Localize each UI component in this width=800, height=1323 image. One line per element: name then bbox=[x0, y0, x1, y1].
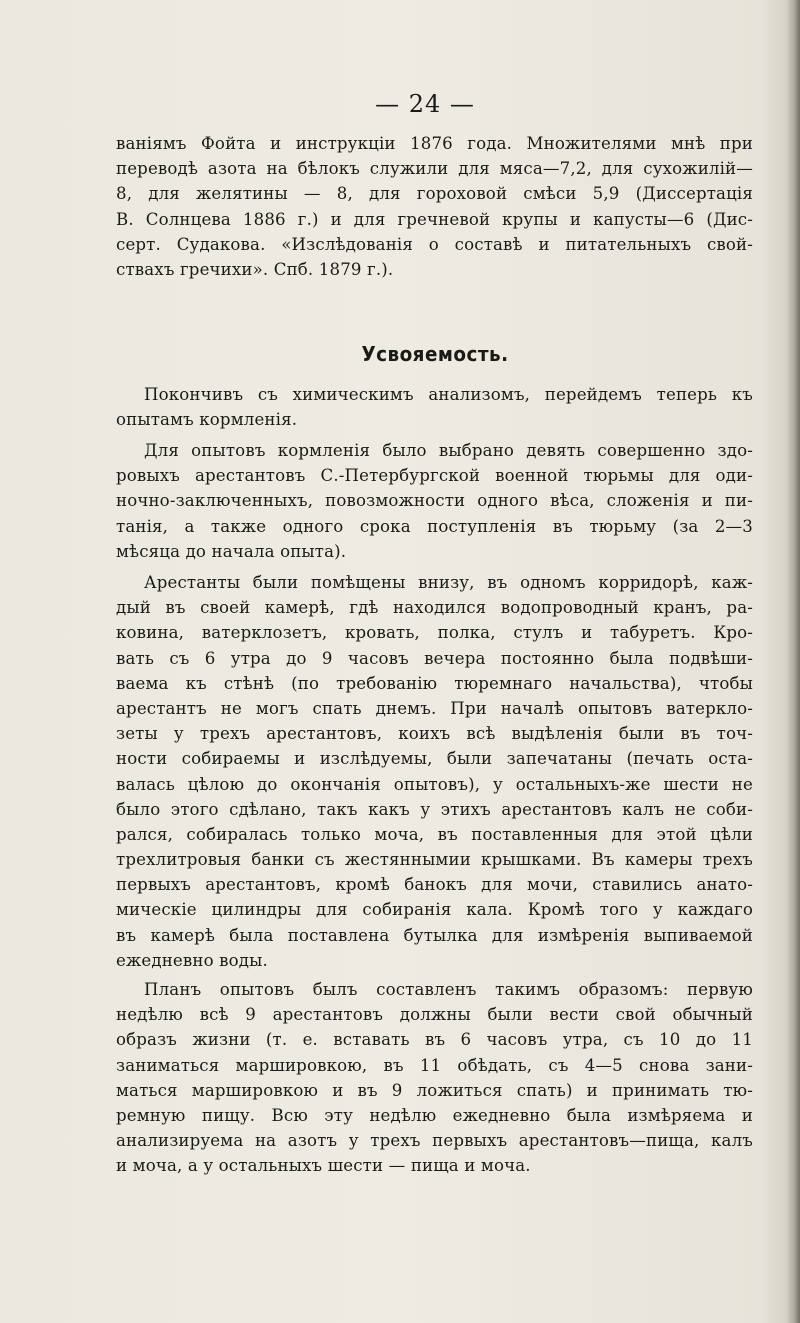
text-line: недѣлю всѣ 9 арестантовъ должны были вести свой обычный bbox=[116, 1005, 753, 1025]
text-line: мическіе цилиндры для собиранія кала. Кромѣ того у каждаго bbox=[116, 900, 753, 920]
text-line: рался, собиралась только моча, въ поставленныя для этой цѣли bbox=[116, 824, 753, 844]
text-line: Планъ опытовъ былъ составленъ такимъ образомъ: первую bbox=[144, 980, 753, 999]
text-line: ремную пищу. Всю эту недѣлю ежедневно была измѣряема и bbox=[116, 1105, 753, 1125]
text-line: и моча, а у остальныхъ шести — пища и моча. bbox=[116, 1156, 531, 1176]
text-line: ваніямъ Фойта и инструкціи 1876 года. Множителями мнѣ при bbox=[116, 134, 753, 153]
text-line: Покончивъ съ химическимъ анализомъ, перейдемъ теперь къ bbox=[144, 385, 753, 404]
text-line: ствахъ гречихи». Спб. 1879 г.). bbox=[116, 259, 394, 279]
paragraph-2 bbox=[116, 438, 753, 564]
text-line: было этого сдѣлано, такъ какъ у этихъ арестантовъ калъ не соби- bbox=[116, 799, 753, 819]
text-line: валась цѣлою до окончанія опытовъ), у остальныхъ-же шести не bbox=[116, 774, 753, 794]
text-line: ковина, ватерклозетъ, кровать, полка, стулъ и табуретъ. Кро- bbox=[116, 623, 753, 643]
page-number: — 24 — bbox=[375, 90, 475, 118]
text-line: зеты у трехъ арестантовъ, коихъ всѣ выдѣленія были въ точ- bbox=[116, 724, 753, 744]
text-line: Арестанты были помѣщены внизу, въ одномъ корридорѣ, каж- bbox=[144, 573, 753, 592]
text-line: 8, для желятины — 8, для гороховой смѣси 5,9 (Диссертація bbox=[116, 184, 753, 204]
text-line: арестантъ не могъ спать днемъ. При началѣ опытовъ ватеркло- bbox=[116, 698, 753, 718]
text-line: заниматься маршировкою, въ 11 обѣдать, съ 4—5 снова зани- bbox=[116, 1055, 753, 1075]
text-line: въ камерѣ была поставлена бутылка для измѣренія выпиваемой bbox=[116, 925, 753, 945]
text-line: образъ жизни (т. е. вставать въ 6 часовъ утра, съ 10 до 11 bbox=[116, 1030, 753, 1050]
paragraph-top bbox=[116, 131, 753, 282]
text-line: серт. Судакова. «Изслѣдованія о составѣ и питательныхъ свой- bbox=[116, 234, 753, 254]
text-line: первыхъ арестантовъ, кромѣ банокъ для мочи, ставились анато- bbox=[116, 875, 753, 895]
text-line: переводѣ азота на бѣлокъ служили для мяса—7,2, для сухожилій— bbox=[116, 159, 753, 179]
text-line: ровыхъ арестантовъ С.-Петербургской военной тюрьмы для оди- bbox=[116, 466, 753, 486]
text-line: трехлитровыя банки съ жестяннымии крышками. Въ камеры трехъ bbox=[116, 850, 753, 870]
text-line: В. Солнцева 1886 г.) и для гречневой крупы и капусты—6 (Дис- bbox=[116, 209, 753, 229]
text-line: Для опытовъ кормленія было выбрано девять совершенно здо- bbox=[144, 441, 753, 460]
text-line: ности собираемы и изслѣдуемы, были запечатаны (печать оста- bbox=[116, 749, 753, 769]
text-line: мѣсяца до начала опыта). bbox=[116, 541, 347, 561]
text-line: опытамъ кормленія. bbox=[116, 410, 298, 430]
paragraph-4 bbox=[116, 977, 753, 1179]
text-line: ежедневно воды. bbox=[116, 950, 268, 970]
text-line: маться маршировкою и въ 9 ложиться спать) и принимать тю- bbox=[116, 1080, 753, 1100]
paragraph-3 bbox=[116, 570, 753, 973]
text-line: вать съ 6 утра до 9 часовъ вечера постоянно была подвѣши- bbox=[116, 648, 753, 668]
paragraph-1 bbox=[116, 382, 753, 432]
text-line: танія, а также одного срока поступленія въ тюрьму (за 2—3 bbox=[116, 516, 753, 536]
section-heading: Усвояемость. bbox=[361, 342, 509, 366]
text-line: ночно-заключенныхъ, повозможности одного вѣса, сложенія и пи- bbox=[116, 491, 753, 511]
text-line: дый въ своей камерѣ, гдѣ находился водопроводный кранъ, ра- bbox=[116, 598, 753, 618]
page-edge-shadow bbox=[786, 0, 800, 1323]
text-line: анализируема на азотъ у трехъ первыхъ арестантовъ—пища, калъ bbox=[116, 1131, 753, 1151]
text-line: ваема къ стѣнѣ (по требованію тюремнаго начальства), чтобы bbox=[116, 673, 753, 693]
